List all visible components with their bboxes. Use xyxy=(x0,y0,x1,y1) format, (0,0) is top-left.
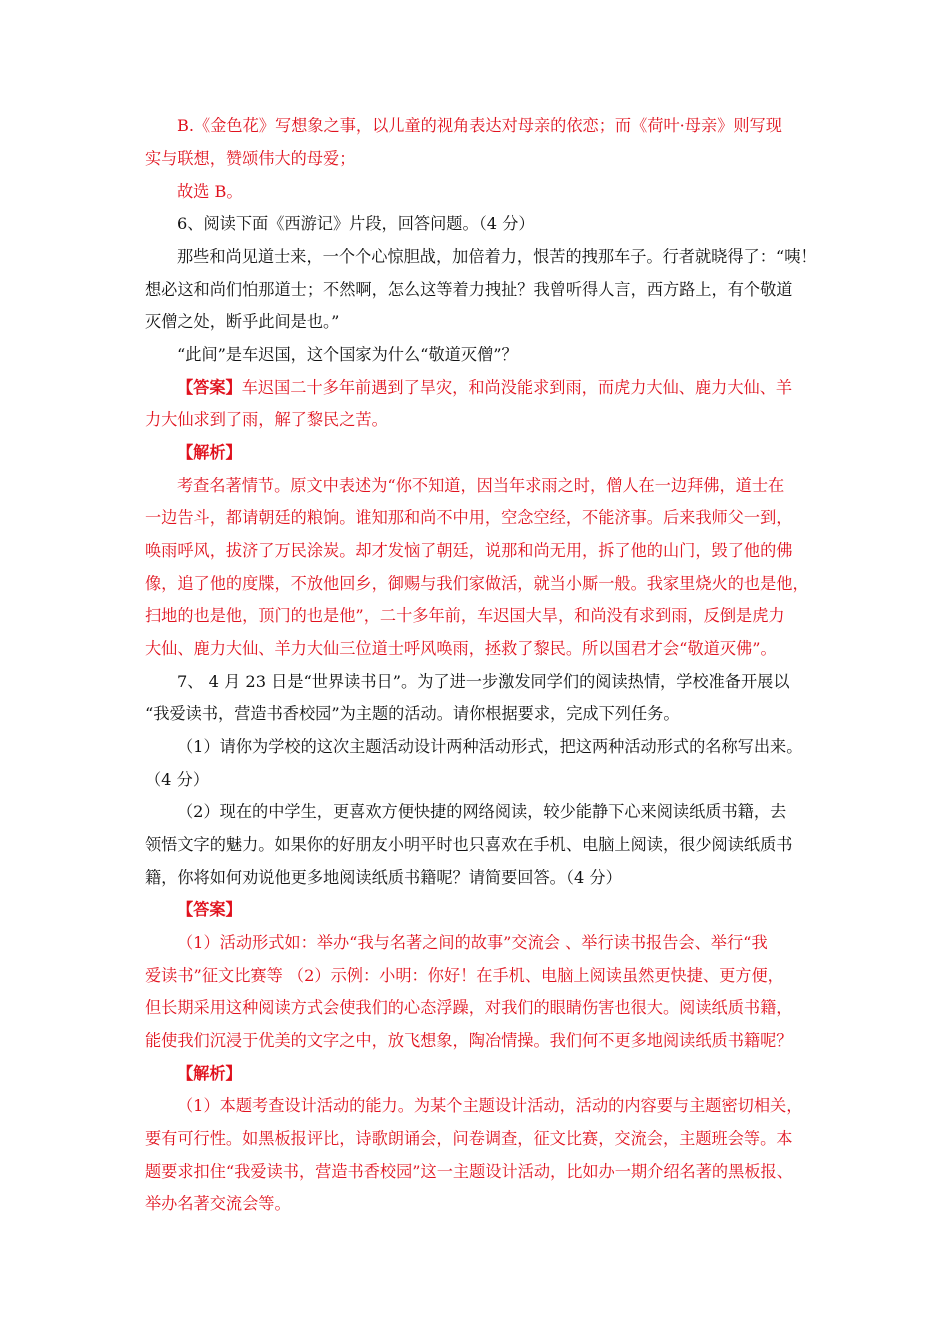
q7-answer-line-2: 爱读书”征文比赛等 （2）示例：小明：你好！在手机、电脑上阅读虽然更快捷、更方便， xyxy=(145,966,784,985)
q5-explanation-line-1: B.《金色花》写想象之事，以儿童的视角表达对母亲的依恋；而《荷叶·母亲》则写现 xyxy=(177,116,782,135)
q7-analysis-tag: 【解析】 xyxy=(177,1064,242,1083)
q6-passage-line-2: 想必这和尚们怕那道士；不然啊，怎么这等着力拽扯？我曾听得人言，西方路上，有个敬道 xyxy=(145,280,793,299)
q6-answer-line-2: 力大仙求到了雨，解了黎民之苦。 xyxy=(145,410,388,429)
q7-analysis-line-4: 举办名著交流会等。 xyxy=(145,1194,291,1213)
q7-sub1-line-1: （1）请你为学校的这次主题活动设计两种活动形式，把这两种活动形式的名称写出来。 xyxy=(177,737,803,756)
q7-analysis-line-2: 要有可行性。如黑板报评比，诗歌朗诵会，问卷调查，征文比赛，交流会，主题班会等。本 xyxy=(145,1129,793,1148)
q7-heading-line-2: “我爱读书，营造书香校园”为主题的活动。请你根据要求，完成下列任务。 xyxy=(145,704,680,723)
q6-analysis-line-2: 一边告斗，都请朝廷的粮饷。谁知那和尚不中用，空念空经，不能济事。后来我师父一到， xyxy=(145,508,793,527)
q5-conclusion: 故选 B。 xyxy=(177,182,243,201)
q7-sub1-line-2: （4 分） xyxy=(145,770,210,789)
q6-analysis-line-4: 像，追了他的度牒，不放他回乡，御赐与我们家做活，就当小厮一般。我家里烧火的也是他， xyxy=(145,574,809,593)
q7-heading-line-1: 7、 4 月 23 日是“世界读书日”。为了进一步激发同学们的阅读热情，学校准备开展以 xyxy=(177,672,790,691)
q6-answer-line-1 xyxy=(177,380,792,396)
q6-analysis-line-6: 大仙、鹿力大仙、羊力大仙三位道士呼风唤雨，拯救了黎民。所以国君才会“敬道灭佛”。 xyxy=(145,639,777,658)
q6-answer-text: 车迟国二十多年前遇到了旱灾，和尚没能求到雨，而虎力大仙、鹿力大仙、羊 xyxy=(241,378,793,397)
q6-heading: 6、阅读下面《西游记》片段，回答问题。（4 分） xyxy=(177,214,535,233)
q6-passage-line-1: 那些和尚见道士来，一个个心惊胆战，加倍着力，恨苦的拽那车子。行者就晓得了：“咦！ xyxy=(177,247,817,266)
q5-explanation-line-2: 实与联想，赞颂伟大的母爱； xyxy=(145,149,356,168)
q7-sub2-line-3: 籍，你将如何劝说他更多地阅读纸质书籍呢？请简要回答。（4 分） xyxy=(145,868,622,887)
q6-question: “此间”是车迟国，这个国家为什么“敬道灭僧”？ xyxy=(177,345,518,364)
q7-answer-line-1: （1）活动形式如：举办“我与名著之间的故事”交流会 、举行读书报告会、举行“我 xyxy=(177,933,768,952)
q7-answer-line-4: 能使我们沉浸于优美的文字之中，放飞想象，陶冶情操。我们何不更多地阅读纸质书籍呢？ xyxy=(145,1031,793,1050)
q7-analysis-line-3: 题要求扣住“我爱读书，营造书香校园”这一主题设计活动，比如办一期介绍名著的黑板报、 xyxy=(145,1162,793,1181)
q6-analysis-line-1: 考查名著情节。原文中表述为“你不知道，因当年求雨之时，僧人在一边拜佛，道士在 xyxy=(177,476,785,495)
q7-sub2-line-1: （2）现在的中学生，更喜欢方便快捷的网络阅读，较少能静下心来阅读纸质书籍，去 xyxy=(177,802,787,821)
q6-analysis-line-3: 唤雨呼风，拔济了万民涂炭。却才发恼了朝廷，说那和尚无用，拆了他的山门，毁了他的佛 xyxy=(145,541,793,560)
q6-analysis-line-5: 扫地的也是他，顶门的也是他”，二十多年前，车迟国大旱，和尚没有求到雨，反倒是虎力 xyxy=(145,606,785,625)
q7-sub2-line-2: 领悟文字的魅力。如果你的好朋友小明平时也只喜欢在手机、电脑上阅读，很少阅读纸质书 xyxy=(145,835,793,854)
q6-passage-line-3: 灭僧之处，断乎此间是也。” xyxy=(145,312,340,331)
q6-answer-tag: 【答案】 xyxy=(177,378,242,397)
q7-answer-line-3: 但长期采用这种阅读方式会使我们的心态浮躁，对我们的眼睛伤害也很大。阅读纸质书籍， xyxy=(145,998,793,1017)
q7-answer-tag: 【答案】 xyxy=(177,900,242,919)
q6-analysis-tag: 【解析】 xyxy=(177,443,242,462)
q7-analysis-line-1: （1）本题考查设计活动的能力。为某个主题设计活动，活动的内容要与主题密切相关， xyxy=(177,1096,803,1115)
